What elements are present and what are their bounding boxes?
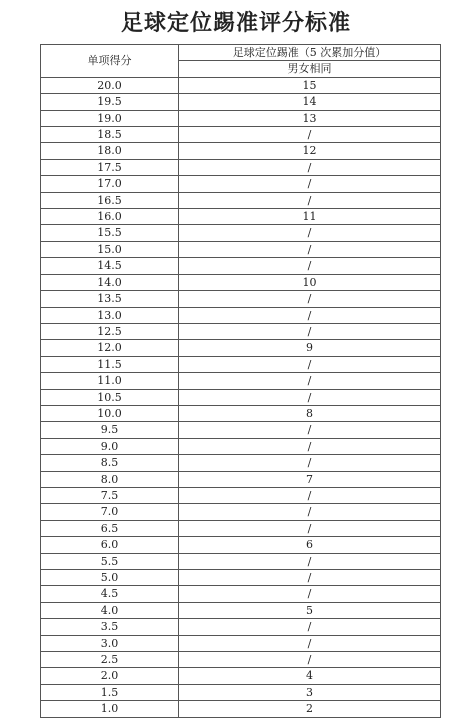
value-cell: /: [179, 652, 441, 668]
table-row: [41, 241, 441, 257]
table-row: [41, 291, 441, 307]
table-row: [41, 684, 441, 700]
value-cell: /: [179, 307, 441, 323]
table-row: [41, 619, 441, 635]
table-row: [41, 159, 441, 175]
header-kick-accuracy-column: 足球定位踢准（5 次累加分值）: [179, 45, 441, 61]
table-row: [41, 586, 441, 602]
score-cell: 11.0: [41, 373, 179, 389]
score-cell: 15.5: [41, 225, 179, 241]
score-cell: 18.0: [41, 143, 179, 159]
value-cell: /: [179, 504, 441, 520]
table-row: [41, 209, 441, 225]
score-cell: 4.0: [41, 602, 179, 618]
page-title: 足球定位踢准评分标准: [120, 10, 351, 36]
score-cell: 20.0: [41, 77, 179, 93]
table-row: [41, 110, 441, 126]
score-cell: 3.0: [41, 635, 179, 651]
table-row: [41, 323, 441, 339]
value-cell: /: [179, 291, 441, 307]
table-row: [41, 356, 441, 372]
table-row: [41, 176, 441, 192]
value-cell: /: [179, 323, 441, 339]
value-cell: /: [179, 127, 441, 143]
table-row: [41, 422, 441, 438]
value-cell: /: [179, 241, 441, 257]
table-row: [41, 570, 441, 586]
table-row: [41, 274, 441, 290]
score-cell: 3.5: [41, 619, 179, 635]
table-row: [41, 602, 441, 618]
value-cell: 5: [179, 602, 441, 618]
score-cell: 13.0: [41, 307, 179, 323]
value-cell: 9: [179, 340, 441, 356]
score-cell: 9.5: [41, 422, 179, 438]
scoring-table: [40, 44, 441, 718]
score-cell: 15.0: [41, 241, 179, 257]
table-row: [41, 455, 441, 471]
table-row: [41, 405, 441, 421]
score-cell: 19.5: [41, 94, 179, 110]
score-cell: 10.5: [41, 389, 179, 405]
score-cell: 5.0: [41, 570, 179, 586]
score-cell: 7.0: [41, 504, 179, 520]
value-cell: /: [179, 586, 441, 602]
score-cell: 11.5: [41, 356, 179, 372]
table-row: [41, 652, 441, 668]
table-row: [41, 504, 441, 520]
table-header-row: [41, 45, 441, 61]
table-row: [41, 340, 441, 356]
score-cell: 8.5: [41, 455, 179, 471]
value-cell: 11: [179, 209, 441, 225]
score-cell: 7.5: [41, 487, 179, 503]
score-cell: 9.0: [41, 438, 179, 454]
value-cell: /: [179, 520, 441, 536]
value-cell: /: [179, 635, 441, 651]
table-row: [41, 471, 441, 487]
value-cell: /: [179, 487, 441, 503]
table-row: [41, 77, 441, 93]
value-cell: /: [179, 373, 441, 389]
value-cell: /: [179, 225, 441, 241]
score-cell: 10.0: [41, 405, 179, 421]
table-row: [41, 701, 441, 717]
score-cell: 13.5: [41, 291, 179, 307]
score-cell: 1.5: [41, 684, 179, 700]
value-cell: 7: [179, 471, 441, 487]
score-cell: 2.5: [41, 652, 179, 668]
score-cell: 4.5: [41, 586, 179, 602]
value-cell: /: [179, 455, 441, 471]
score-cell: 12.0: [41, 340, 179, 356]
score-cell: 16.5: [41, 192, 179, 208]
table-row: [41, 635, 441, 651]
table-row: [41, 537, 441, 553]
value-cell: /: [179, 258, 441, 274]
table-row: [41, 143, 441, 159]
value-cell: 10: [179, 274, 441, 290]
value-cell: /: [179, 570, 441, 586]
score-cell: 16.0: [41, 209, 179, 225]
score-cell: 14.5: [41, 258, 179, 274]
table-row: [41, 553, 441, 569]
table-row: [41, 307, 441, 323]
table-row: [41, 487, 441, 503]
value-cell: 12: [179, 143, 441, 159]
value-cell: /: [179, 192, 441, 208]
table-row: [41, 373, 441, 389]
score-cell: 1.0: [41, 701, 179, 717]
header-score-column: 单项得分: [41, 45, 179, 78]
score-cell: 6.5: [41, 520, 179, 536]
score-cell: 8.0: [41, 471, 179, 487]
value-cell: /: [179, 619, 441, 635]
value-cell: /: [179, 422, 441, 438]
score-cell: 12.5: [41, 323, 179, 339]
value-cell: 15: [179, 77, 441, 93]
table-row: [41, 438, 441, 454]
score-cell: 2.0: [41, 668, 179, 684]
value-cell: 13: [179, 110, 441, 126]
table-row: [41, 668, 441, 684]
value-cell: /: [179, 176, 441, 192]
table-row: [41, 225, 441, 241]
score-cell: 5.5: [41, 553, 179, 569]
table-row: [41, 94, 441, 110]
table-row: [41, 389, 441, 405]
table-row: [41, 192, 441, 208]
table-row: [41, 258, 441, 274]
value-cell: 3: [179, 684, 441, 700]
table-row: [41, 520, 441, 536]
value-cell: /: [179, 356, 441, 372]
value-cell: 8: [179, 405, 441, 421]
score-cell: 14.0: [41, 274, 179, 290]
value-cell: /: [179, 553, 441, 569]
score-cell: 6.0: [41, 537, 179, 553]
value-cell: 14: [179, 94, 441, 110]
score-cell: 19.0: [41, 110, 179, 126]
score-cell: 18.5: [41, 127, 179, 143]
value-cell: 2: [179, 701, 441, 717]
header-gender-note: 男女相同: [179, 61, 441, 77]
score-cell: 17.0: [41, 176, 179, 192]
value-cell: 6: [179, 537, 441, 553]
table-row: [41, 127, 441, 143]
value-cell: /: [179, 438, 441, 454]
value-cell: /: [179, 159, 441, 175]
table-body: [41, 77, 441, 717]
value-cell: /: [179, 389, 441, 405]
value-cell: 4: [179, 668, 441, 684]
score-cell: 17.5: [41, 159, 179, 175]
